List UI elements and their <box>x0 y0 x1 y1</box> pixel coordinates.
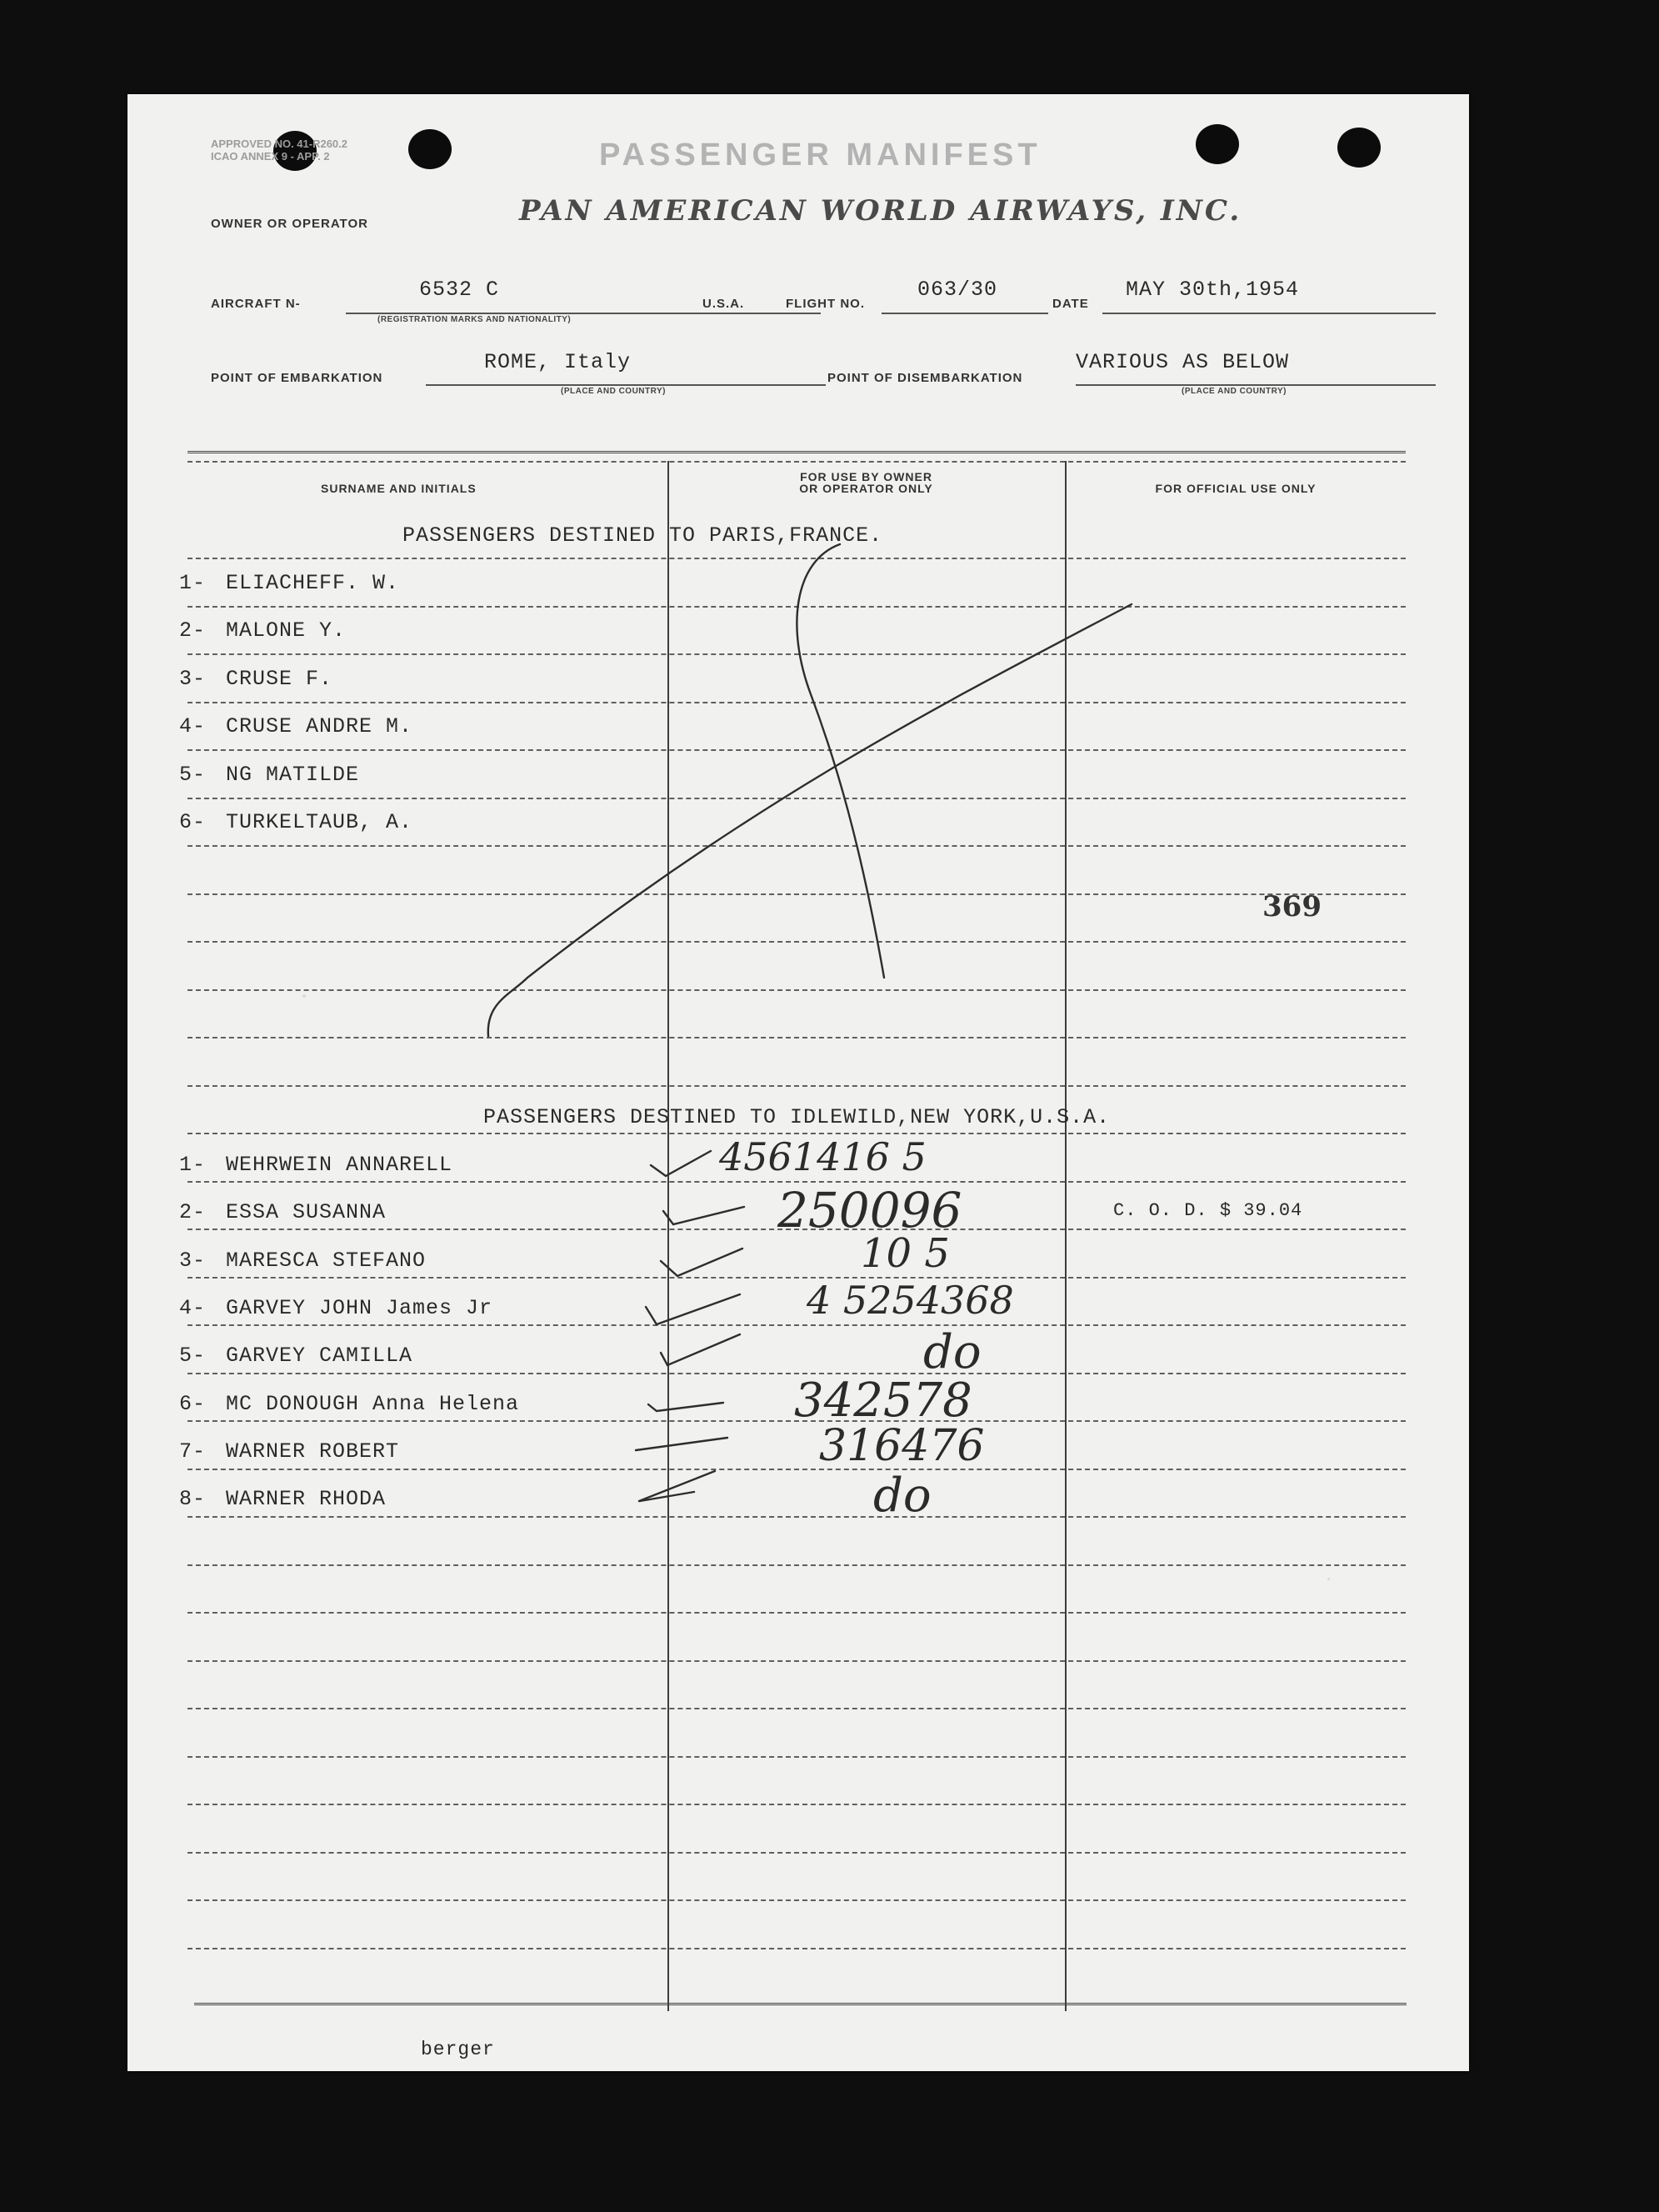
row-rule <box>187 1277 1406 1279</box>
passenger-number: 4- <box>179 714 207 739</box>
passenger-name: WARNER RHODA <box>226 1487 387 1512</box>
row-rule <box>187 1756 1406 1758</box>
passenger-name: MALONE Y. <box>226 618 347 643</box>
col-header-surname: SURNAME AND INITIALS <box>321 482 477 495</box>
operator-handwritten-note: 342578 <box>794 1373 972 1428</box>
row-rule <box>187 798 1406 799</box>
passenger-number: 3- <box>179 666 207 691</box>
check-mark <box>646 1294 740 1324</box>
check-mark <box>648 1403 723 1411</box>
row-rule <box>187 606 1406 608</box>
passenger-number: 8- <box>179 1487 207 1512</box>
group-heading-paris: PASSENGERS DESTINED TO PARIS,FRANCE. <box>402 523 883 548</box>
embark-value: ROME, Italy <box>484 350 632 374</box>
col-header-operator-use: FOR USE BY OWNER OR OPERATOR ONLY <box>799 470 933 495</box>
operator-handwritten-note: 316476 <box>819 1420 985 1471</box>
row-rule <box>187 1037 1406 1038</box>
group-heading-new-york: PASSENGERS DESTINED TO IDLEWILD,NEW YORK,U.S.A. <box>483 1105 1111 1129</box>
aircraft-label: AIRCRAFT N- <box>211 297 301 311</box>
owner-label: OWNER OR OPERATOR <box>211 217 368 231</box>
row-rule <box>187 1612 1406 1614</box>
passenger-number: 4- <box>179 1295 207 1320</box>
row-rule <box>187 1899 1406 1901</box>
row-rule <box>187 989 1406 991</box>
table-bottom-rule <box>194 2003 1407 2005</box>
row-rule <box>187 558 1406 559</box>
embark-caption: (PLACE AND COUNTRY) <box>561 387 666 396</box>
cancel-stroke <box>488 604 1132 1036</box>
passenger-name: CRUSE ANDRE M. <box>226 714 413 739</box>
operator-handwritten-note: 250096 <box>777 1182 962 1239</box>
date-label: DATE <box>1052 297 1089 311</box>
check-mark <box>636 1438 727 1450</box>
aircraft-caption: (REGISTRATION MARKS AND NATIONALITY) <box>377 315 572 324</box>
col-header-official-use: FOR OFFICIAL USE ONLY <box>1155 482 1317 495</box>
passenger-name: TURKELTAUB, A. <box>226 810 413 834</box>
passenger-name: ELIACHEFF. W. <box>226 571 400 595</box>
operator-name: PAN AMERICAN WORLD AIRWAYS, INC. <box>519 194 1242 228</box>
check-mark <box>661 1249 742 1276</box>
row-rule <box>187 1708 1406 1709</box>
disembark-label: POINT OF DISEMBARKATION <box>827 371 1023 385</box>
official-use-entry: C. O. D. $ 39.04 <box>1113 1200 1303 1222</box>
table-top-rule <box>187 451 1406 453</box>
punch-hole <box>1337 128 1381 168</box>
form-title: PASSENGER MANIFEST <box>599 138 1042 173</box>
row-rule <box>187 749 1406 751</box>
row-rule <box>187 1085 1406 1087</box>
operator-handwritten-note: 4561416 5 <box>719 1134 927 1179</box>
row-rule <box>187 941 1406 943</box>
disembark-caption: (PLACE AND COUNTRY) <box>1182 387 1287 396</box>
operator-handwritten-note: 4 5254368 <box>807 1277 1014 1323</box>
passenger-name: WEHRWEIN ANNARELL <box>226 1153 453 1177</box>
passenger-name: CRUSE F. <box>226 666 333 691</box>
passenger-name: WARNER ROBERT <box>226 1439 400 1464</box>
row-rule <box>187 845 1406 847</box>
passenger-number: 6- <box>179 1391 207 1416</box>
passenger-number: 1- <box>179 571 207 595</box>
flight-value: 063/30 <box>917 278 998 302</box>
passenger-name: NG MATILDE <box>226 762 360 787</box>
passenger-number: 6- <box>179 810 207 834</box>
operator-handwritten-note: do <box>873 1469 932 1524</box>
row-rule <box>187 702 1406 703</box>
signature: berger <box>421 2039 495 2060</box>
check-mark <box>663 1207 744 1224</box>
passenger-name: ESSA SUSANNA <box>226 1200 387 1225</box>
check-mark <box>651 1151 711 1176</box>
column-divider-1 <box>667 461 669 2011</box>
passenger-number: 5- <box>179 762 207 787</box>
check-mark <box>661 1334 740 1365</box>
passenger-number: 2- <box>179 618 207 643</box>
disembark-value: VARIOUS AS BELOW <box>1076 350 1290 374</box>
manifest-sheet <box>127 94 1469 2071</box>
operator-handwritten-note: do <box>923 1325 982 1380</box>
passenger-number: 2- <box>179 1200 207 1225</box>
column-divider-2 <box>1065 461 1067 2011</box>
embark-label: POINT OF EMBARKATION <box>211 371 383 385</box>
cancel-stroke <box>797 544 884 978</box>
row-rule <box>187 1804 1406 1805</box>
passenger-number: 5- <box>179 1344 207 1369</box>
operator-handwritten-note: 10 5 <box>861 1229 950 1277</box>
passenger-name: GARVEY CAMILLA <box>226 1344 413 1369</box>
row-rule <box>187 1324 1406 1326</box>
punch-hole <box>1196 124 1239 164</box>
passenger-name: GARVEY JOHN James Jr <box>226 1295 493 1320</box>
row-rule <box>187 1852 1406 1854</box>
row-rule <box>187 1564 1406 1566</box>
punch-hole <box>408 129 452 169</box>
row-rule <box>187 1660 1406 1662</box>
form-approval-code: APPROVED NO. 41-R260.2 ICAO ANNEX 9 - APP. 2 <box>211 138 348 163</box>
row-rule <box>187 893 1406 895</box>
official-stamp-number: 369 <box>1262 890 1322 923</box>
passenger-name: MARESCA STEFANO <box>226 1248 427 1273</box>
usa-label: U.S.A. <box>702 297 745 311</box>
date-value: MAY 30th,1954 <box>1126 278 1300 302</box>
row-rule <box>187 1516 1406 1518</box>
passenger-number: 1- <box>179 1153 207 1177</box>
row-rule <box>187 1948 1406 1949</box>
passenger-name: MC DONOUGH Anna Helena <box>226 1391 520 1416</box>
row-rule <box>187 1469 1406 1470</box>
row-rule <box>187 653 1406 655</box>
flight-label: FLIGHT NO. <box>786 297 865 311</box>
aircraft-value: 6532 C <box>419 278 500 302</box>
passenger-number: 3- <box>179 1248 207 1273</box>
check-mark <box>639 1471 715 1501</box>
passenger-number: 7- <box>179 1439 207 1464</box>
